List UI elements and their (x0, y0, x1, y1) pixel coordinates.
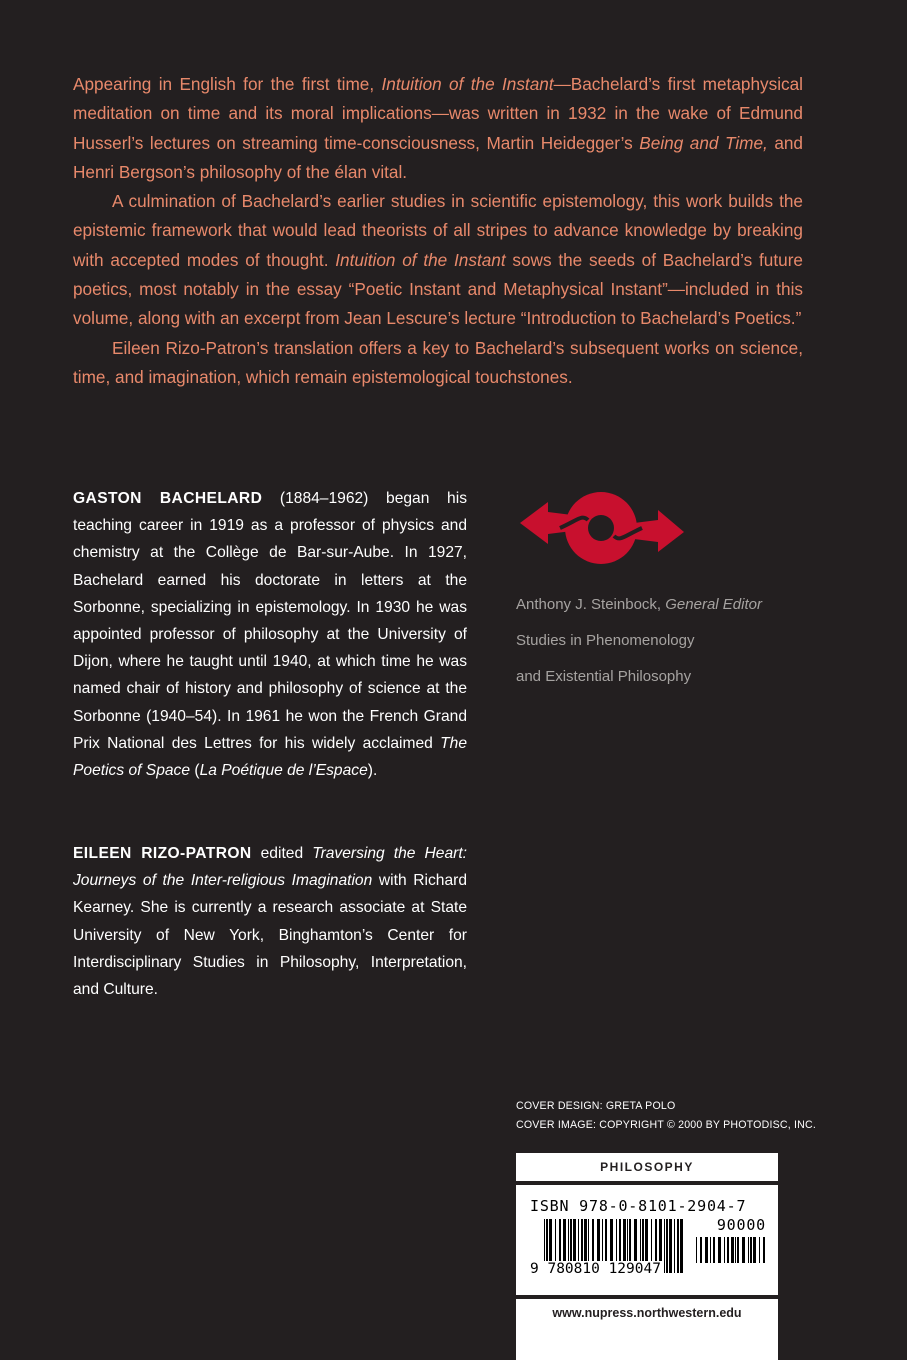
text-run: GASTON BACHELARD (73, 490, 263, 507)
barcode-panel (516, 1185, 778, 1295)
text-run: Intuition of the Instant (381, 74, 554, 94)
barcode-bar (680, 1219, 683, 1273)
barcode-bar (731, 1237, 734, 1263)
translator-bio (73, 840, 467, 1003)
barcode-bar (710, 1237, 711, 1263)
text-run: Intuition of the Instant (335, 249, 506, 270)
barcode-bar (713, 1237, 715, 1263)
text-run: Eileen Rizo-Patron’s translation offers a key to Bachelard’s subsequent works on science, time, and imagination, which remain epistemological touchstones. (73, 337, 803, 387)
barcode-bar (759, 1237, 760, 1263)
barcode-bar (735, 1237, 736, 1263)
text-run: edited (251, 845, 313, 862)
barcode-bar (666, 1219, 668, 1273)
author-bio (73, 485, 467, 784)
text-run: and Henri Bergson’s philosophy of the élan vital. (73, 132, 803, 182)
barcode-bar (705, 1237, 708, 1263)
text-run: sows the seeds of Bachelard’s future poetics, most notably in the essay “Poetic Instant and Metaphysical Instant”—included in this volume, along with an excerpt from Jean Lescure’s lecture “Introduction to Bachelard’s Poetics.” (73, 249, 803, 329)
barcode-bar (674, 1219, 675, 1273)
publisher-url-panel (516, 1299, 778, 1360)
text-run: ( (190, 762, 200, 780)
cover-credits (516, 1097, 836, 1135)
barcode-bar (724, 1237, 725, 1263)
barcode-bar (737, 1237, 739, 1263)
publisher-url[interactable]: www.nupress.northwestern.edu (552, 1306, 742, 1320)
barcode-bar (753, 1237, 756, 1263)
barcode-bar (677, 1219, 679, 1273)
barcode-bar (664, 1219, 665, 1273)
barcode-bar (742, 1237, 745, 1263)
cover-design-credit: COVER DESIGN: GRETA POLO (516, 1100, 676, 1112)
barcode-bar (696, 1237, 697, 1263)
text-run: ). (367, 762, 378, 780)
text-run: Traversing the Heart: Journeys of the Inter-religious Imagination (73, 845, 467, 890)
series-info (516, 587, 836, 695)
barcode-bar (669, 1219, 672, 1273)
ean-digits: 9 780810 129047 (530, 1261, 661, 1277)
text-run: with Richard Kearney. She is currently a research associate at State University of New York, Binghamton’s Center for Interdisciplinary Studies in Philosophy, Interpretation, and Culture. (73, 872, 467, 999)
description-paragraph-1 (73, 70, 803, 187)
price-addon: 90000 (716, 1216, 766, 1234)
isbn-number: ISBN 978-0-8101-2904-7 (530, 1197, 747, 1215)
barcode-bar (718, 1237, 721, 1263)
subject-label: PHILOSOPHY (516, 1153, 778, 1181)
cover-image-credit: COVER IMAGE: COPYRIGHT © 2000 BY PHOTODISC, INC. (516, 1119, 816, 1131)
book-description (73, 70, 803, 392)
text-run: Being and Time, (639, 132, 768, 153)
series-title-line-2: and Existential Philosophy (516, 668, 692, 685)
series-logo-icon (518, 490, 686, 566)
barcode-bar (700, 1237, 702, 1263)
text-run: A culmination of Bachelard’s earlier studies in scientific epistemology, this work builds the epistemic framework that would lead theorists of all stripes to advance knowledge by breaking with accepted modes of thought. (73, 191, 803, 270)
description-paragraph-2 (73, 187, 803, 333)
barcode-bar (750, 1237, 752, 1263)
series-editor: Anthony J. Steinbock, General Editor (516, 596, 762, 613)
text-run: —Bachelard’s first metaphysical meditation on time and its moral implications—was written in 1932 in the wake of Edmund Husserl’s lectures on streaming time-consciousness, Martin Heidegger’s (73, 74, 803, 153)
barcode-bar (727, 1237, 729, 1263)
text-run: Appearing in English for the first time, (73, 74, 382, 94)
text-run: The Poetics of Space (73, 734, 467, 780)
barcode-icon (516, 1185, 778, 1295)
barcode-bar (763, 1237, 765, 1263)
text-run: EILEEN RIZO-PATRON (73, 845, 252, 862)
text-run: La Poétique de l’Espace (199, 762, 368, 780)
series-title-line-1: Studies in Phenomenology (516, 632, 695, 649)
text-run: (1884–1962) began his teaching career in 1919 as a professor of physics and chemistry at the Collège de Bar-sur-Aube. In 1927, Bachelard earned his doctorate in letters at the Sorbonne, specializing in epistemology. In 1930 he was appointed professor of philosophy at the University of Dijon, where he taught until 1940, at which time he was named chair of history and philosophy of science at the Sorbonne (1940–54). In 1961 he won the French Grand Prix National des Lettres for his widely acclaimed (73, 490, 467, 752)
description-paragraph-3 (73, 334, 803, 393)
barcode-bar (748, 1237, 749, 1263)
